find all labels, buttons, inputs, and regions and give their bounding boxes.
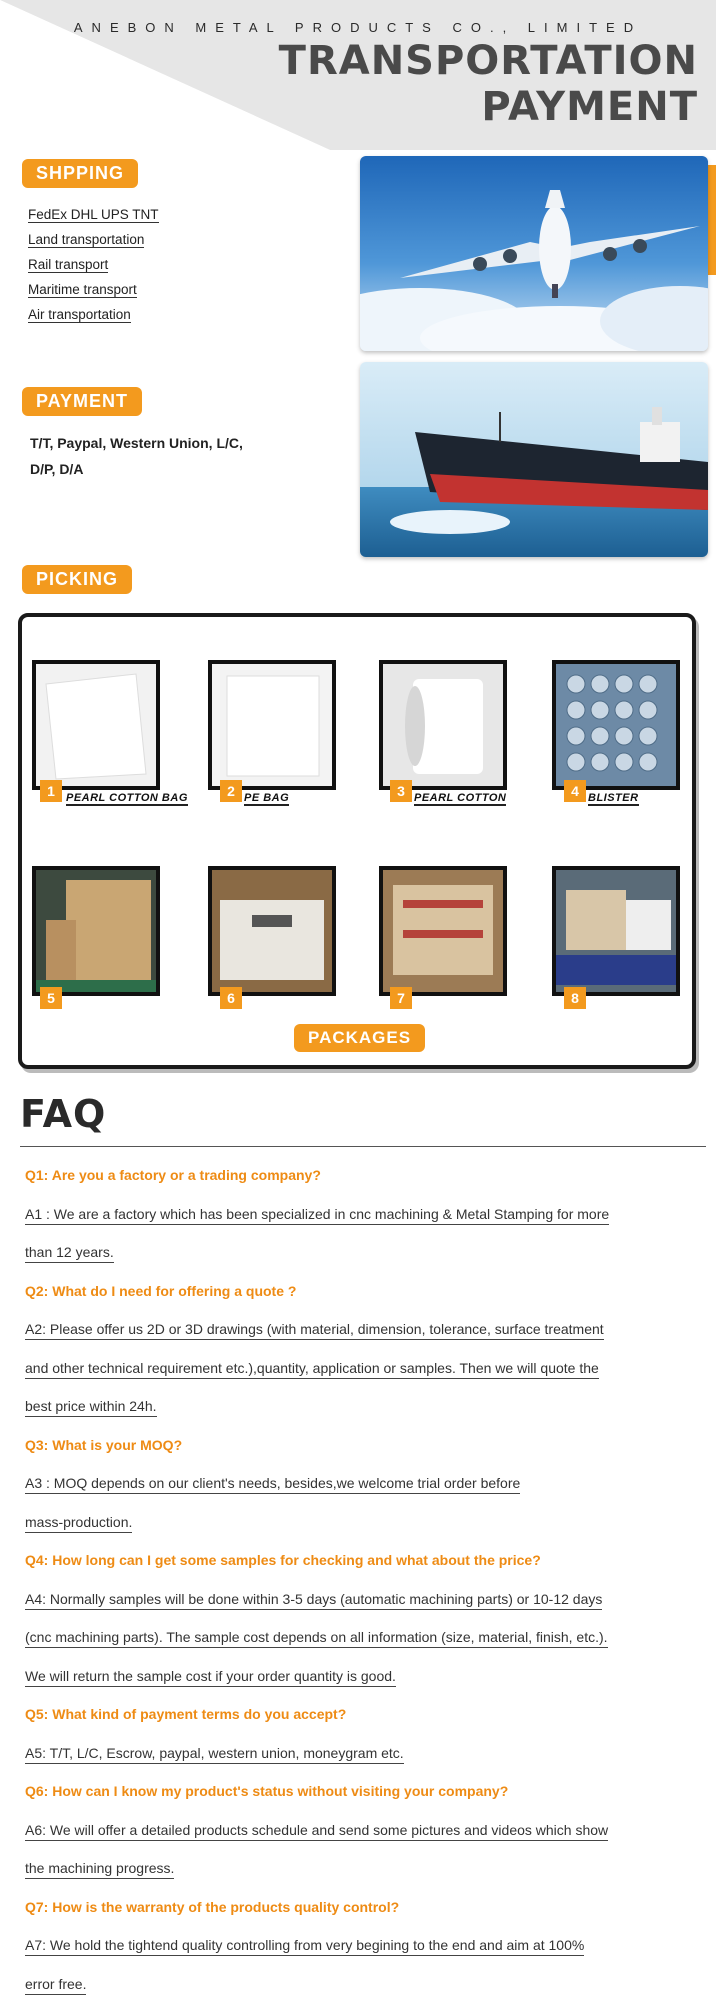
faq-question: Q7: How is the warranty of the products quality control? <box>25 1888 695 1927</box>
item-number-badge: 3 <box>390 780 412 802</box>
pearl-cotton-bag-photo <box>32 660 160 790</box>
faq-answer-line: A2: Please offer us 2D or 3D drawings (with material, dimension, tolerance, surface treatment <box>25 1310 695 1349</box>
packages-label: PACKAGES <box>294 1024 425 1052</box>
faq-answer-line: A7: We hold the tightend quality controlling from very begining to the end and aim at 100% <box>25 1926 695 1965</box>
list-item: Air transportation <box>28 302 159 327</box>
pearl-cotton-photo <box>379 660 507 790</box>
pe-bag-photo <box>208 660 336 790</box>
faq-answer-line: mass-production. <box>25 1503 695 1542</box>
warehouse-cartons-photo <box>32 866 160 996</box>
item-number-badge: 5 <box>40 987 62 1009</box>
faq-answer-line: than 12 years. <box>25 1233 695 1272</box>
faq-answer-line: error free. <box>25 1965 695 2003</box>
faq-question: Q3: What is your MOQ? <box>25 1426 695 1465</box>
loading-truck-photo <box>552 866 680 996</box>
shipping-heading: SHPPING <box>22 159 138 188</box>
item-number-badge: 1 <box>40 780 62 802</box>
faq-title: FAQ <box>20 1092 106 1136</box>
faq-answer-line: best price within 24h. <box>25 1387 695 1426</box>
pallet-boxes-photo <box>379 866 507 996</box>
faq-answer-line: and other technical requirement etc.),quantity, application or samples. Then we will quote the <box>25 1349 695 1388</box>
item-number-badge: 6 <box>220 987 242 1009</box>
ship-photo <box>360 362 708 557</box>
faq-list <box>25 1156 695 2003</box>
wooden-crate-photo <box>208 866 336 996</box>
blister-tray-photo <box>552 660 680 790</box>
item-number-badge: 7 <box>390 987 412 1009</box>
item-number-badge: 8 <box>564 987 586 1009</box>
payment-methods: T/T, Paypal, Western Union, L/C, D/P, D/A <box>30 430 260 482</box>
faq-answer-line: A1 : We are a factory which has been specialized in cnc machining & Metal Stamping for more <box>25 1195 695 1234</box>
faq-answer-line: A3 : MOQ depends on our client's needs, besides,we welcome trial order before <box>25 1464 695 1503</box>
faq-answer-line: A6: We will offer a detailed products schedule and send some pictures and videos which show <box>25 1811 695 1850</box>
faq-answer-line: (cnc machining parts). The sample cost depends on all information (size, material, finish, etc.). <box>25 1618 695 1657</box>
list-item: FedEx DHL UPS TNT <box>28 202 159 227</box>
faq-question: Q2: What do I need for offering a quote ? <box>25 1272 695 1311</box>
item-label: BLISTER <box>588 792 639 806</box>
company-name: ANEBON METAL PRODUCTS CO., LIMITED <box>0 20 716 35</box>
faq-answer-line: We will return the sample cost if your order quantity is good. <box>25 1657 695 1696</box>
item-number-badge: 4 <box>564 780 586 802</box>
faq-question: Q5: What kind of payment terms do you accept? <box>25 1695 695 1734</box>
faq-answer-line: the machining progress. <box>25 1849 695 1888</box>
list-item: Maritime transport <box>28 277 159 302</box>
shipping-list <box>28 202 159 327</box>
faq-divider <box>20 1146 706 1147</box>
picking-heading: PICKING <box>22 565 132 594</box>
faq-question: Q4: How long can I get some samples for checking and what about the price? <box>25 1541 695 1580</box>
page-title-payment: PAYMENT <box>481 84 698 130</box>
item-label: PEARL COTTON BAG <box>66 792 188 806</box>
orange-accent-bar <box>708 165 716 275</box>
item-number-badge: 2 <box>220 780 242 802</box>
list-item: Rail transport <box>28 252 159 277</box>
page-title-transportation: TRANSPORTATION <box>279 38 698 84</box>
faq-question: Q1: Are you a factory or a trading company? <box>25 1156 695 1195</box>
faq-answer-line: A4: Normally samples will be done within 3-5 days (automatic machining parts) or 10-12 days <box>25 1580 695 1619</box>
faq-answer-line: A5: T/T, L/C, Escrow, paypal, western union, moneygram etc. <box>25 1734 695 1773</box>
item-label: PE BAG <box>244 792 289 806</box>
airplane-photo <box>360 156 708 351</box>
item-label: PEARL COTTON <box>414 792 506 806</box>
payment-heading: PAYMENT <box>22 387 142 416</box>
faq-question: Q6: How can I know my product's status without visiting your company? <box>25 1772 695 1811</box>
list-item: Land transportation <box>28 227 159 252</box>
